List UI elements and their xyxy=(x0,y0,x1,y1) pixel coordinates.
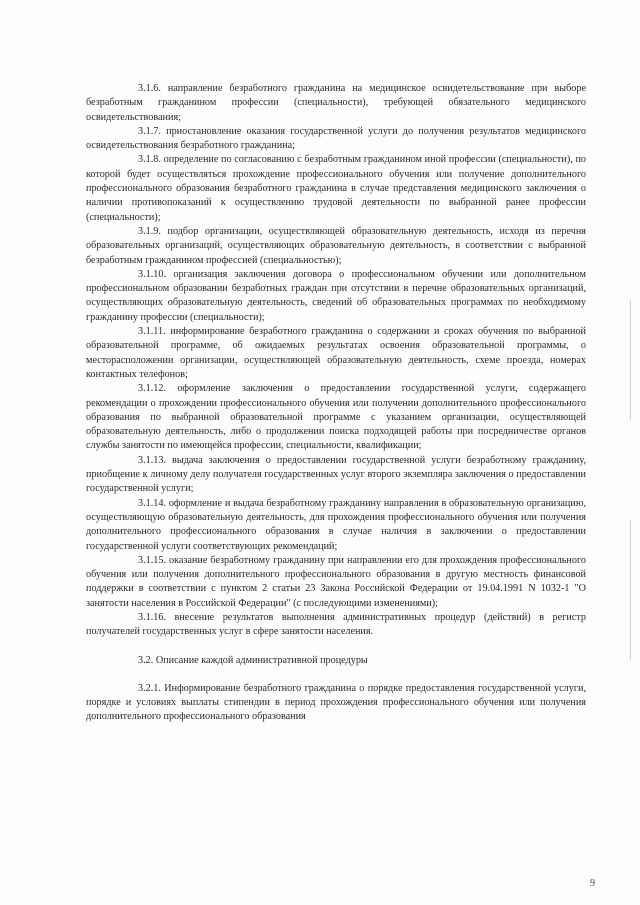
scan-edge-mark xyxy=(630,300,631,420)
section-heading: 3.2. Описание каждой административной процедуры xyxy=(138,654,368,666)
paragraph: 3.2.1. Информирование безработного гражданина о порядке предоставления государственной услуги, порядке и условиях выплаты стипендии в период прохождения профессионального обучения или получения дополнительного профессионального образования xyxy=(86,682,586,723)
paragraph: 3.1.10. организация заключения договора о профессиональном обучении или дополнительном профессиональном образовании безработных граждан при отсутствии в перечне образовательных организаций, осуществляющих образовательную деятельность, сведений об образовательных программах по необходимому гражданину профессии (специальности); xyxy=(86,268,586,323)
scan-edge-mark xyxy=(630,520,631,660)
paragraph-list-3-1 xyxy=(86,82,586,640)
paragraph: 3.1.6. направление безработного гражданина на медицинское освидетельствование при выборе безработным гражданином профессии (специальности), требующей обязательного медицинского освидетельствования; xyxy=(86,83,586,123)
paragraph-list-3-2 xyxy=(86,682,586,725)
paragraph: 3.1.11. информирование безработного гражданина о содержании и сроках обучения по выбранной образовательной программе, об ожидаемых результатах освоения образовательной программы, о месторасположении организации, осуществляющей образовательную деятельность, схеме проезда, номерах контактных телефонов; xyxy=(86,326,586,380)
paragraph: 3.1.12. оформление заключения о предоставлении государственной услуги, содержащего рекомендации о прохождении профессионального обучения или получении дополнительного профессионального образования по выбранной образовательной программе с указанием организации, осуществляющей образовательную деятельность, либо о продолжении поиска подходящей работы при посредничестве органов службы занятости по имеющейся профессии, специальности, квалификации; xyxy=(86,383,586,452)
page-number: 9 xyxy=(590,878,595,889)
paragraph: 3.1.7. приостановление оказания государственной услуги до получения результатов медицинского освидетельствования безработного гражданина; xyxy=(86,125,586,152)
paragraph: 3.1.16. внесение результатов выполнения административных процедур (действий) в регистр получателей государственных услуг в сфере занятости населения. xyxy=(86,611,586,638)
spacer xyxy=(86,668,586,682)
paragraph: 3.1.15. оказание безработному гражданину при направлении его для прохождения профессионального обучения или получения дополнительного профессионального образования в другую местность финансовой поддержки в соответствии с пунктом 2 статьи 23 Закона Российской Федерации от 19.04.1991 N 1032-1 "О занятости населения в Российской Федерации" (с последующими изменениями); xyxy=(86,554,586,609)
paragraph: 3.1.9. подбор организации, осуществляющей образовательную деятельность, исходя из перечня образовательных организаций, осуществляющих образовательную деятельность, в соответствии с выбранной безработным гражданином профессией (специальностью); xyxy=(86,225,586,266)
paragraph: 3.1.8. определение по согласованию с безработным гражданином иной профессии (специальности), по которой будет осуществляться прохождение профессионального обучения или получение дополнительного профессионального образования безработного гражданина в случае представления медицинского заключения о наличии противопоказаний к осуществлению трудовой деятельности по выбранной ранее профессии (специальности); xyxy=(86,154,586,223)
paragraph: 3.1.13. выдача заключения о предоставлении государственной услуги безработному гражданину, приобщение к личному делу получателя государственных услуг второго экземпляра заключения о предоставлении государственной услуги; xyxy=(86,454,586,495)
paragraph: 3.1.14. оформление и выдача безработному гражданину направления в образовательную организацию, осуществляющую образовательную деятельность, для прохождения профессионального обучения или получения дополнительного профессионального образования в случае наличия в заключении о предоставлении государственной услуги соответствующих рекомендаций; xyxy=(86,497,586,552)
spacer xyxy=(86,640,586,654)
document-body xyxy=(86,82,586,725)
